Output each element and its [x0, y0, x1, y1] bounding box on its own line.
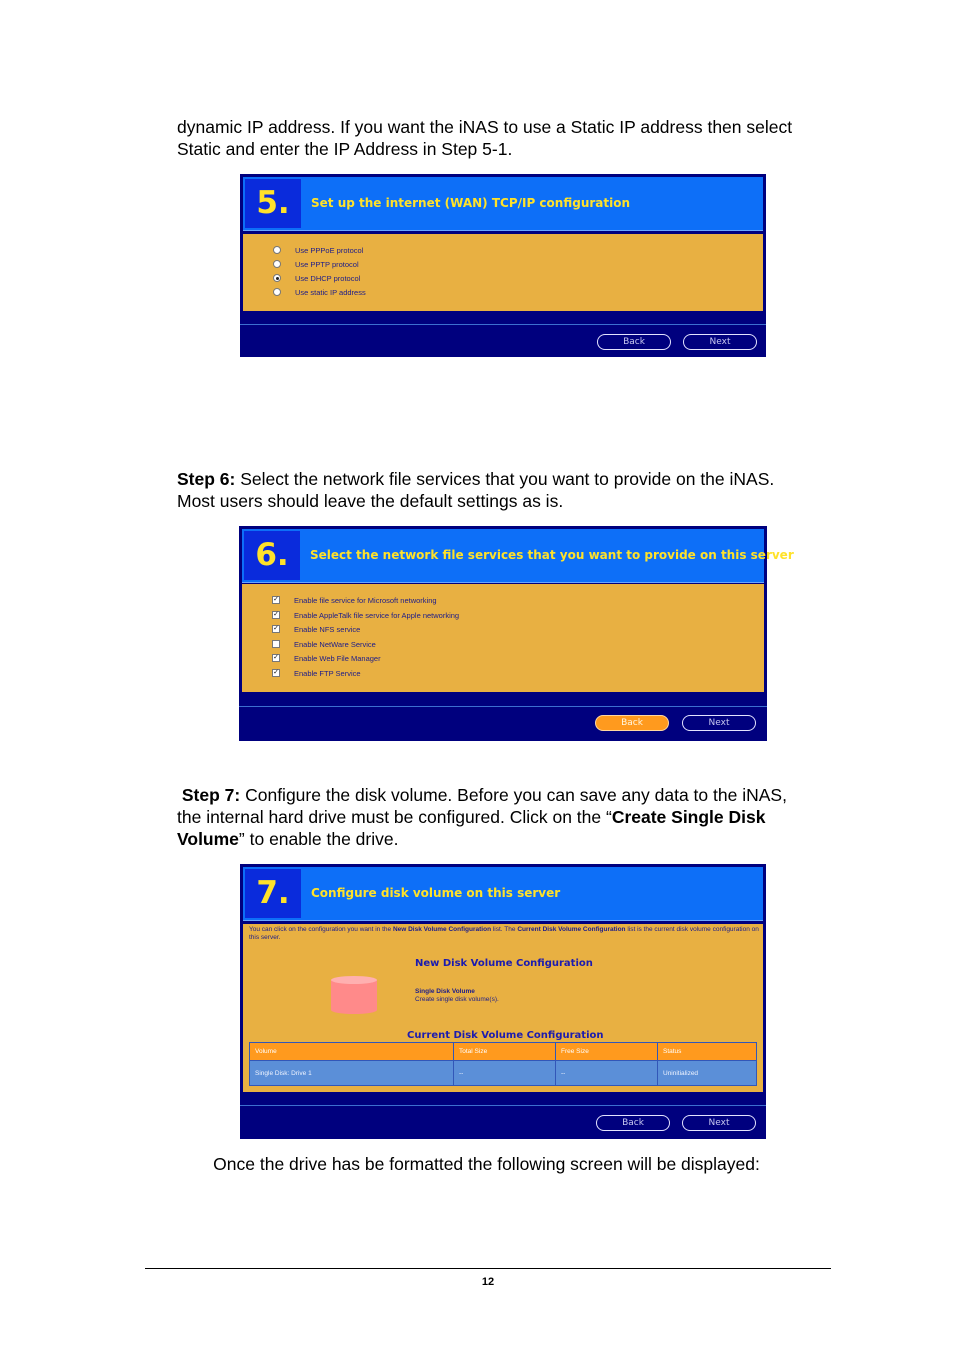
- option-label: Use DHCP protocol: [295, 274, 361, 283]
- step5-next-button[interactable]: Next: [683, 334, 757, 350]
- step6-title: Select the network file services that you want to provide on this server: [310, 548, 794, 562]
- option-label: Enable FTP Service: [294, 669, 361, 678]
- checkbox-microsoft-networking[interactable]: ✓: [273, 596, 279, 604]
- step6-header: [242, 529, 794, 583]
- checkbox-netware[interactable]: [272, 640, 280, 648]
- intro-bold: New Disk Volume Configuration: [392, 926, 492, 933]
- step7-number: 7.: [245, 869, 301, 918]
- step5-wizard-window: [240, 174, 766, 357]
- step6-number: 6.: [244, 531, 300, 580]
- option-appletalk[interactable]: [272, 609, 459, 623]
- single-disk-volume-option[interactable]: [415, 988, 499, 1004]
- disk-cylinder-icon[interactable]: [331, 976, 377, 1014]
- intro-part: You can click on the configuration you want in the: [249, 926, 393, 933]
- step6-options-panel: [242, 584, 764, 692]
- current-volume-table: [249, 1042, 757, 1086]
- step7-next-button[interactable]: Next: [682, 1115, 756, 1131]
- footer-divider: [145, 1268, 831, 1269]
- option-netware[interactable]: [272, 638, 376, 652]
- column-header: Total Size: [454, 1043, 556, 1061]
- step7-emphasis: Create Single Disk Volume: [177, 807, 766, 849]
- column-header: Status: [658, 1043, 757, 1061]
- step5-title: Set up the internet (WAN) TCP/IP configuration: [311, 196, 631, 210]
- option-ftp[interactable]: [272, 667, 361, 681]
- step6-description: Select the network file services that you want to provide on the iNAS. Most users should leave the default settings as is.: [177, 469, 775, 511]
- checkbox-nfs[interactable]: ✓: [273, 625, 279, 633]
- step5-header: [243, 177, 763, 231]
- step7-back-button[interactable]: Back: [596, 1115, 670, 1131]
- column-header: Volume: [250, 1043, 454, 1061]
- step6-label: Step 6:: [177, 469, 236, 489]
- option-label: Use PPTP protocol: [295, 260, 359, 269]
- option-label: Enable NFS service: [294, 625, 361, 634]
- option-nfs[interactable]: [272, 623, 360, 637]
- step5-back-button[interactable]: Back: [597, 334, 671, 350]
- option-pptp[interactable]: [273, 258, 359, 272]
- single-disk-volume-desc: Create single disk volume(s).: [415, 996, 499, 1003]
- option-label: Enable Web File Manager: [294, 654, 381, 663]
- current-volume-heading: Current Disk Volume Configuration: [407, 1030, 604, 1041]
- checkbox-web-file-manager[interactable]: ✓: [273, 654, 279, 662]
- step6-paragraph: [177, 468, 817, 512]
- step6-divider: [239, 706, 767, 707]
- option-label: Enable NetWare Service: [294, 640, 376, 649]
- step7-description-end: ” to enable the drive.: [238, 829, 399, 849]
- checkbox-ftp[interactable]: ✓: [273, 669, 279, 677]
- radio-dhcp[interactable]: [273, 274, 281, 282]
- option-dhcp[interactable]: [273, 272, 360, 286]
- table-cell: Uninitialized: [658, 1061, 757, 1086]
- option-web-file-manager[interactable]: [272, 652, 381, 666]
- step6-back-button[interactable]: Back: [595, 715, 669, 731]
- step7-config-panel: [243, 924, 763, 1092]
- step7-intro-text: [249, 926, 761, 942]
- page-number: 12: [481, 1276, 495, 1288]
- step6-wizard-window: [239, 526, 794, 741]
- table-cell: --: [556, 1061, 658, 1086]
- radio-pppoe[interactable]: [273, 246, 281, 254]
- option-microsoft-networking[interactable]: [272, 594, 437, 608]
- new-volume-heading: New Disk Volume Configuration: [415, 958, 593, 969]
- option-pppoe[interactable]: [273, 244, 363, 258]
- option-label: Enable AppleTalk file service for Apple networking: [294, 611, 460, 620]
- radio-static-ip[interactable]: [273, 288, 281, 296]
- option-label: Use static IP address: [295, 288, 366, 297]
- step5-options-panel: [243, 234, 763, 311]
- option-label: Enable file service for Microsoft networking: [294, 596, 437, 605]
- option-label: Use PPPoE protocol: [295, 246, 364, 255]
- intro-paragraph: dynamic IP address. If you want the iNAS to use a Static IP address then select Static and enter the IP Address in Step 5-1.: [177, 117, 793, 159]
- step7-wizard-window: [240, 864, 766, 1139]
- step7-title: Configure disk volume on this server: [311, 886, 561, 900]
- radio-pptp[interactable]: [273, 260, 281, 268]
- step7-divider: [240, 1105, 766, 1106]
- intro-part: list. The: [491, 926, 518, 933]
- table-cell: --: [454, 1061, 556, 1086]
- step7-header: [243, 867, 763, 921]
- table-row[interactable]: [250, 1061, 757, 1086]
- intro-bold: Current Disk Volume Configuration: [517, 926, 626, 933]
- single-disk-volume-title: Single Disk Volume: [415, 988, 475, 995]
- step5-divider: [240, 324, 766, 325]
- table-cell: Single Disk: Drive 1: [250, 1061, 454, 1086]
- checkbox-appletalk[interactable]: ✓: [273, 611, 279, 619]
- column-header: Free Size: [556, 1043, 658, 1061]
- option-static-ip[interactable]: [273, 286, 366, 300]
- step5-number: 5.: [245, 179, 301, 228]
- intro-part: list is the current disk volume configuration on this server.: [249, 926, 759, 941]
- step6-next-button[interactable]: Next: [682, 715, 756, 731]
- step7-paragraph: [177, 784, 807, 850]
- closing-paragraph: Once the drive has be formatted the following screen will be displayed:: [213, 1154, 760, 1174]
- step7-label: Step 7:: [181, 785, 241, 805]
- step7-description: Configure the disk volume. Before you can save any data to the iNAS, the internal hard drive must be configured. Click on the “: [177, 785, 787, 827]
